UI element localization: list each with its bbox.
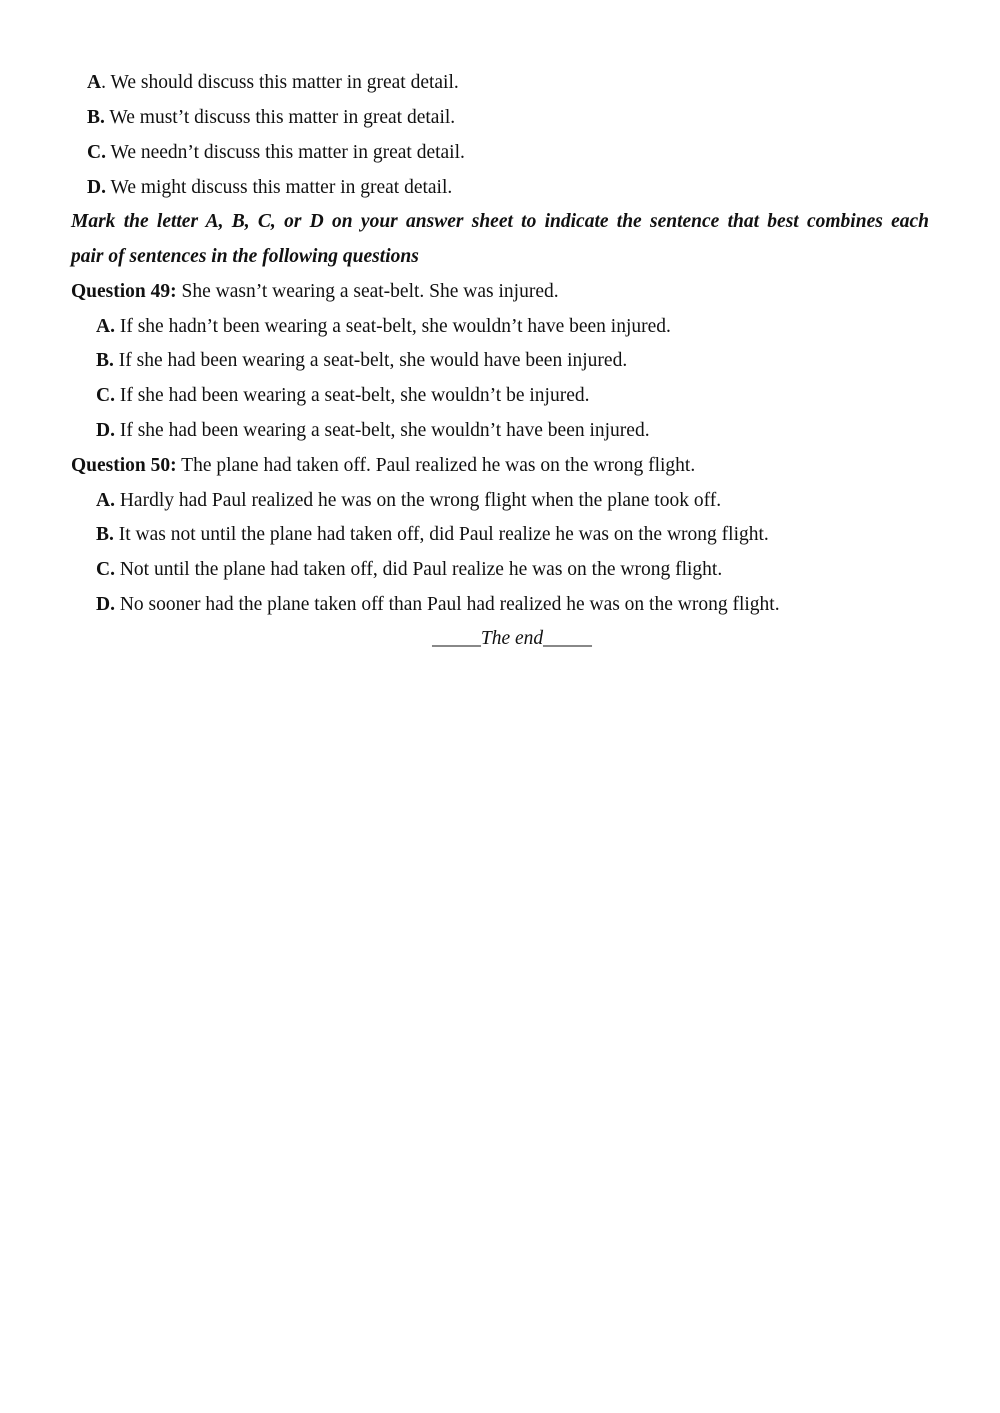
- question-label: Question 49:: [71, 281, 177, 302]
- option-text: Not until the plane had taken off, did Paul realize he was on the wrong flight.: [114, 559, 723, 580]
- option-letter: B.: [87, 107, 105, 128]
- option-text: Hardly had Paul realized he was on the wrong flight when the plane took off.: [114, 490, 722, 511]
- option-letter: A.: [96, 490, 115, 511]
- option-letter: D.: [96, 594, 115, 615]
- q49-option-d: [96, 419, 650, 443]
- question-text: She wasn’t wearing a seat-belt. She was injured.: [176, 281, 559, 302]
- option-letter: C.: [87, 142, 106, 163]
- prev-option-b: [87, 106, 455, 130]
- blank-right: _____: [543, 628, 592, 649]
- option-letter: D.: [96, 420, 115, 441]
- option-text: If she hadn’t been wearing a seat-belt, she wouldn’t have been injured.: [114, 316, 671, 337]
- option-text: If she had been wearing a seat-belt, she would have been injured.: [113, 350, 628, 371]
- instruction-line-2: pair of sentences in the following questions: [71, 246, 419, 267]
- option-text: It was not until the plane had taken off, did Paul realize he was on the wrong flight.: [113, 524, 769, 545]
- prev-option-d: [87, 176, 452, 200]
- the-end-text: The end: [480, 628, 544, 649]
- option-letter: C.: [96, 385, 115, 406]
- option-letter: B.: [96, 524, 114, 545]
- q49-option-a: [96, 315, 671, 339]
- option-letter: B.: [96, 350, 114, 371]
- q50-option-d: [96, 593, 780, 617]
- prev-option-c: [87, 141, 465, 165]
- question-label: Question 50:: [71, 455, 177, 476]
- option-text: If she had been wearing a seat-belt, she wouldn’t have been injured.: [114, 420, 650, 441]
- question-text: The plane had taken off. Paul realized he was on the wrong flight.: [176, 455, 696, 476]
- instruction-line-1: Mark the letter A, B, C, or D on your answer sheet to indicate the sentence that best combines each: [71, 211, 929, 232]
- option-text: We might discuss this matter in great detail.: [105, 177, 453, 198]
- the-end-footer: [0, 627, 1000, 651]
- option-text: No sooner had the plane taken off than Paul had realized he was on the wrong flight.: [114, 594, 780, 615]
- q50-option-b: [96, 523, 769, 547]
- blank-left: _____: [432, 628, 481, 649]
- question-49-stem: [71, 280, 559, 304]
- option-text: We must’t discuss this matter in great detail.: [104, 107, 456, 128]
- question-50-stem: [71, 454, 695, 478]
- option-text: We should discuss this matter in great detail.: [105, 72, 459, 93]
- option-letter: C.: [96, 559, 115, 580]
- prev-option-a: [87, 71, 459, 95]
- option-text: We needn’t discuss this matter in great detail.: [105, 142, 465, 163]
- option-letter: D.: [87, 177, 106, 198]
- option-letter: A.: [96, 316, 115, 337]
- q49-option-c: [96, 384, 590, 408]
- q50-option-c: [96, 558, 722, 582]
- option-letter: A: [87, 72, 102, 93]
- option-sep: .: [101, 72, 106, 93]
- q50-option-a: [96, 489, 721, 513]
- option-text: If she had been wearing a seat-belt, she wouldn’t be injured.: [114, 385, 590, 406]
- q49-option-b: [96, 349, 627, 373]
